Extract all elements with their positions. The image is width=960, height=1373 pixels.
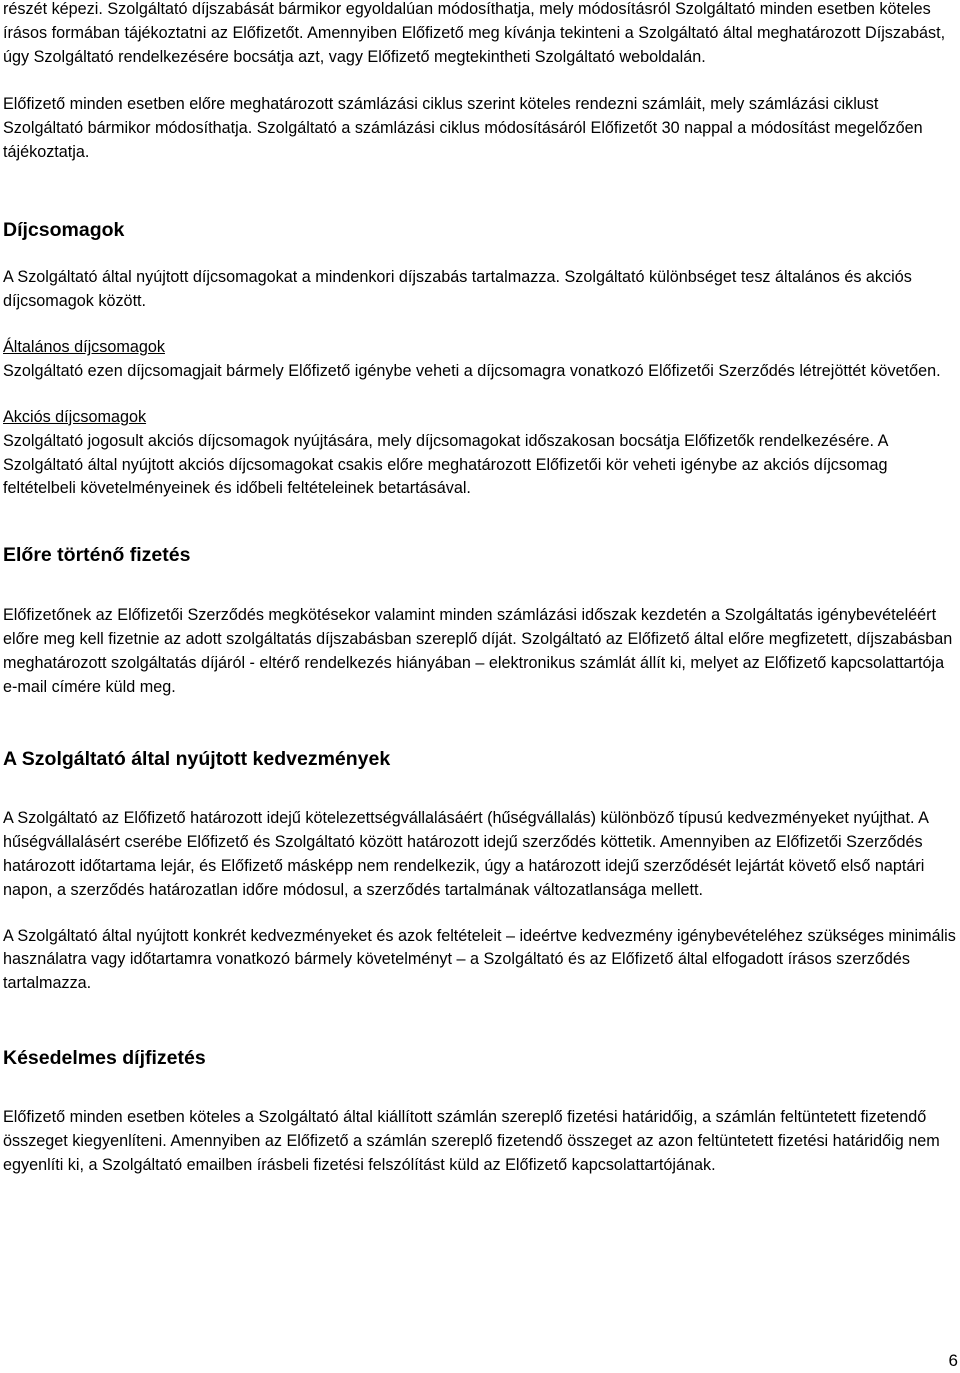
prepayment-paragraph: Előfizetőnek az Előfizetői Szerződés megkötésekor valamint minden számlázási időszak kezdetén a Szolgáltatás igénybevételéért előre meg kell fizetnie az adott szolgáltatás díjszabásban szereplő díját. Szolgáltató az Előfizető által előre megfizetett, díjszabásban meghatározott szolgáltatás díjáról - eltérő rendelkezés hiányában – elektronikus számlát állít ki, melyet az Előfizető kapcsolattartója e-mail címére küld meg. xyxy=(3,606,953,696)
document-page xyxy=(3,0,958,1177)
heading-dijcsomagok: Díjcsomagok xyxy=(3,218,125,241)
dijcsomagok-paragraph: A Szolgáltató által nyújtott díjcsomagokat a mindenkori díjszabás tartalmazza. Szolgáltató különbséget tesz általános és akciós díjcsomagok között. xyxy=(3,267,912,310)
intro-paragraph-2: Előfizető minden esetben előre meghatározott számlázási ciklus szerint köteles rendezni számláit, mely számlázási ciklust Szolgáltató bármikor módosíthatja. Szolgáltató a számlázási ciklus módosításáról Előfizetőt 30 nappal a módosítást megelőzően tájékoztatja. xyxy=(3,95,923,161)
discounts-paragraph-1: A Szolgáltató az Előfizető határozott idejű kötelezettségvállalásáért (hűségvállalás) különböző típusú kedvezményeket nyújthat. A hűségvállalásért cserébe Előfizető és Szolgáltató között határozott idejű szerződés köttetik. Amennyiben az Előfizetői Szerződés határozott időtartama lejár, és Előfizető másképp nem rendelkezik, úgy a határozott idejű szerződését lejártát követő első naptári napon, a szerződés határozatlan időre módosul, a szerződés tartalmának változatlansága mellett. xyxy=(3,809,929,899)
heading-discounts: A Szolgáltató által nyújtott kedvezmények xyxy=(3,748,391,771)
heading-prepayment: Előre történő fizetés xyxy=(3,544,191,567)
promo-packages-text: Szolgáltató jogosult akciós díjcsomagok nyújtására, mely díjcsomagokat időszakosan bocsátja Előfizetők rendelkezésére. A Szolgáltató által nyújtott akciós díjcsomagokat csakis előre meghatározott Előfizetői kör veheti igénybe az akciós díjcsomag feltételbeli követelményeinek és időbeli feltételeinek betartásával. xyxy=(3,431,888,498)
discounts-paragraph-2: A Szolgáltató által nyújtott konkrét kedvezményeket és azok feltételeit – ideértve kedvezmény igénybevételéhez szükséges minimális használatra vagy időtartamra vonatkozó bármely követelményt – a Szolgáltató és az Előfizető által elfogadott írásos szerződés tartalmazza. xyxy=(3,926,956,993)
general-packages-text: Szolgáltató ezen díjcsomagjait bármely Előfizető igénybe veheti a díjcsomagra vonatkozó Előfizetői Szerződés létrejöttét követően. xyxy=(3,362,941,381)
general-packages-title: Általános díjcsomagok xyxy=(3,338,165,357)
page-number: 6 xyxy=(948,1351,958,1370)
promo-packages-title: Akciós díjcsomagok xyxy=(3,407,147,426)
heading-late-payment: Késedelmes díjfizetés xyxy=(3,1046,206,1069)
intro-paragraph-1: részét képezi. Szolgáltató díjszabását bármikor egyoldalúan módosíthatja, mely módosításról Szolgáltató minden esetben köteles írásos formában tájékoztatni az Előfizetőt. Amennyiben Előfizető meg kívánja tekinteni a Szolgáltató által meghatározott Díjszabást, úgy Szolgáltató rendelkezésére bocsátja azt, vagy Előfizető megtekintheti Szolgáltató weboldalán. xyxy=(3,0,946,66)
late-payment-paragraph: Előfizető minden esetben köteles a Szolgáltató által kiállított számlán szereplő fizetési határidőig, a számlán feltüntetett fizetendő összeget kiegyenlíteni. Amennyiben az Előfizető a számlán szereplő fizetendő összeget az azon feltüntetett fizetési határidőig nem egyenlíti ki, a Szolgáltató emailben írásbeli fizetési felszólítást küld az Előfizető kapcsolattartójának. xyxy=(3,1107,940,1174)
